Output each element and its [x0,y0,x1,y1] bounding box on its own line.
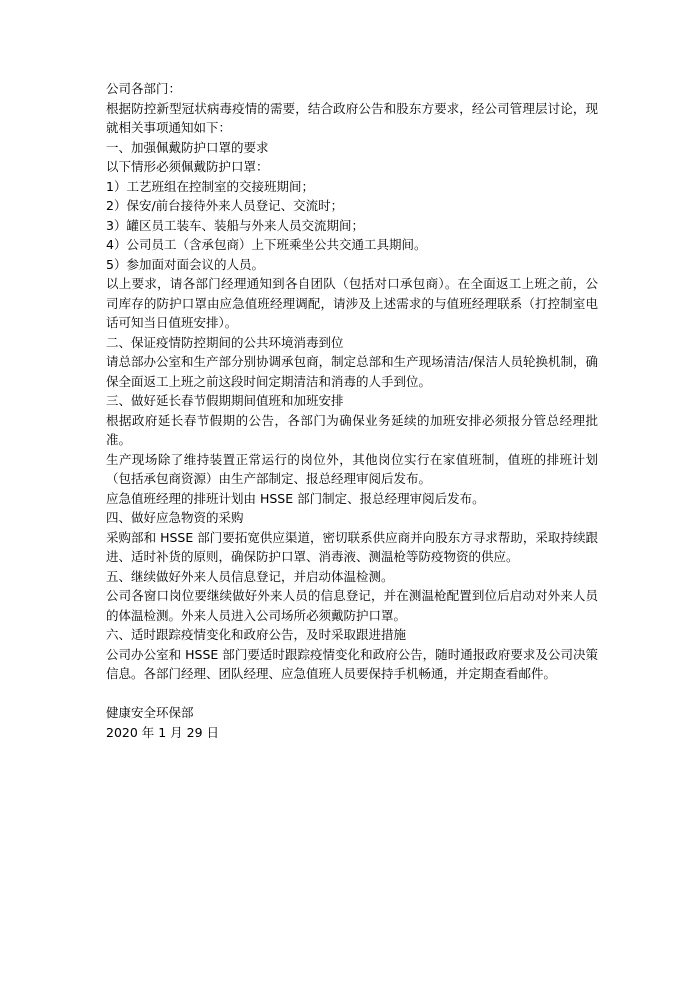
section-1-lead: 以下情形必须佩戴防护口罩： [106,159,269,174]
section-1-item: 1）工艺班组在控制室的交接班期间； [106,178,314,194]
section-6-body: 公司办公室和 HSSE 部门要适时跟踪疫情变化和政府公告，随时通报政府要求及公司决策信息。各部门经理、团队经理、应急值班人员要保持手机畅通，并定期查看邮件。 [106,646,598,681]
section-1-item: 3）罐区员工装车、装船与外来人员交流期间； [106,217,364,233]
signature-spacer [106,684,598,704]
salutation: 公司各部门： [106,81,182,96]
signature-date: 2020 年 1 月 29 日 [106,724,220,740]
signature-department: 健康安全环保部 [106,705,194,720]
section-5-heading: 五、继续做好外来人员信息登记，并启动体温检测。 [106,568,394,584]
section-1-note: 以上要求，请各部门经理通知到各自团队（包括对口承包商）。在全面返工上班之前，公司库存的防护口罩由应急值班经理调配，请涉及上述需求的与值班经理联系（打控制室电话可知当日值班安排）。 [106,276,598,330]
notice-document [106,79,598,742]
section-3-body: 根据政府延长春节假期的公告，各部门为确保业务延续的加班安排必须报分管总经理批准。 [106,412,598,447]
section-6-heading: 六、适时跟踪疫情变化和政府公告，及时采取跟进措施 [106,627,407,642]
section-3-heading: 三、做好延长春节假期期间值班和加班安排 [106,393,344,408]
section-3-body: 生产现场除了维持装置正常运行的岗位外，其他岗位实行在家值班制，值班的排班计划（包括承包商资源）由生产部制定、报总经理审阅后发布。 [106,451,598,486]
section-4-heading: 四、做好应急物资的采购 [106,510,244,525]
section-3-body: 应急值班经理的排班计划由 HSSE 部门制定、报总经理审阅后发布。 [106,490,485,506]
section-2-heading: 二、保证疫情防控期间的公共环境消毒到位 [106,334,344,350]
section-1-heading: 一、加强佩戴防护口罩的要求 [106,139,269,155]
section-1-item: 2）保安/前台接待外来人员登记、交流时； [106,198,344,213]
section-4-body: 采购部和 HSSE 部门要拓宽供应渠道，密切联系供应商并向股东方寻求帮助，采取持续跟进、适时补货的原则，确保防护口罩、消毒液、测温枪等防疫物资的供应。 [106,529,598,564]
intro-paragraph: 根据防控新型冠状病毒疫情的需要，结合政府公告和股东方要求，经公司管理层讨论，现就相关事项通知如下： [106,100,598,135]
section-1-item: 4）公司员工（含承包商）上下班乘坐公共交通工具期间。 [106,237,427,252]
section-2-body: 请总部办公室和生产部分别协调承包商，制定总部和生产现场清洁/保洁人员轮换机制，确保全面返工上班之前这段时间定期清洁和消毒的人手到位。 [106,354,598,389]
section-1-item: 5）参加面对面会议的人员。 [106,256,264,272]
section-5-body: 公司各窗口岗位要继续做好外来人员的信息登记，并在测温枪配置到位后启动对外来人员的体温检测。外来人员进入公司场所必须戴防护口罩。 [106,588,598,623]
